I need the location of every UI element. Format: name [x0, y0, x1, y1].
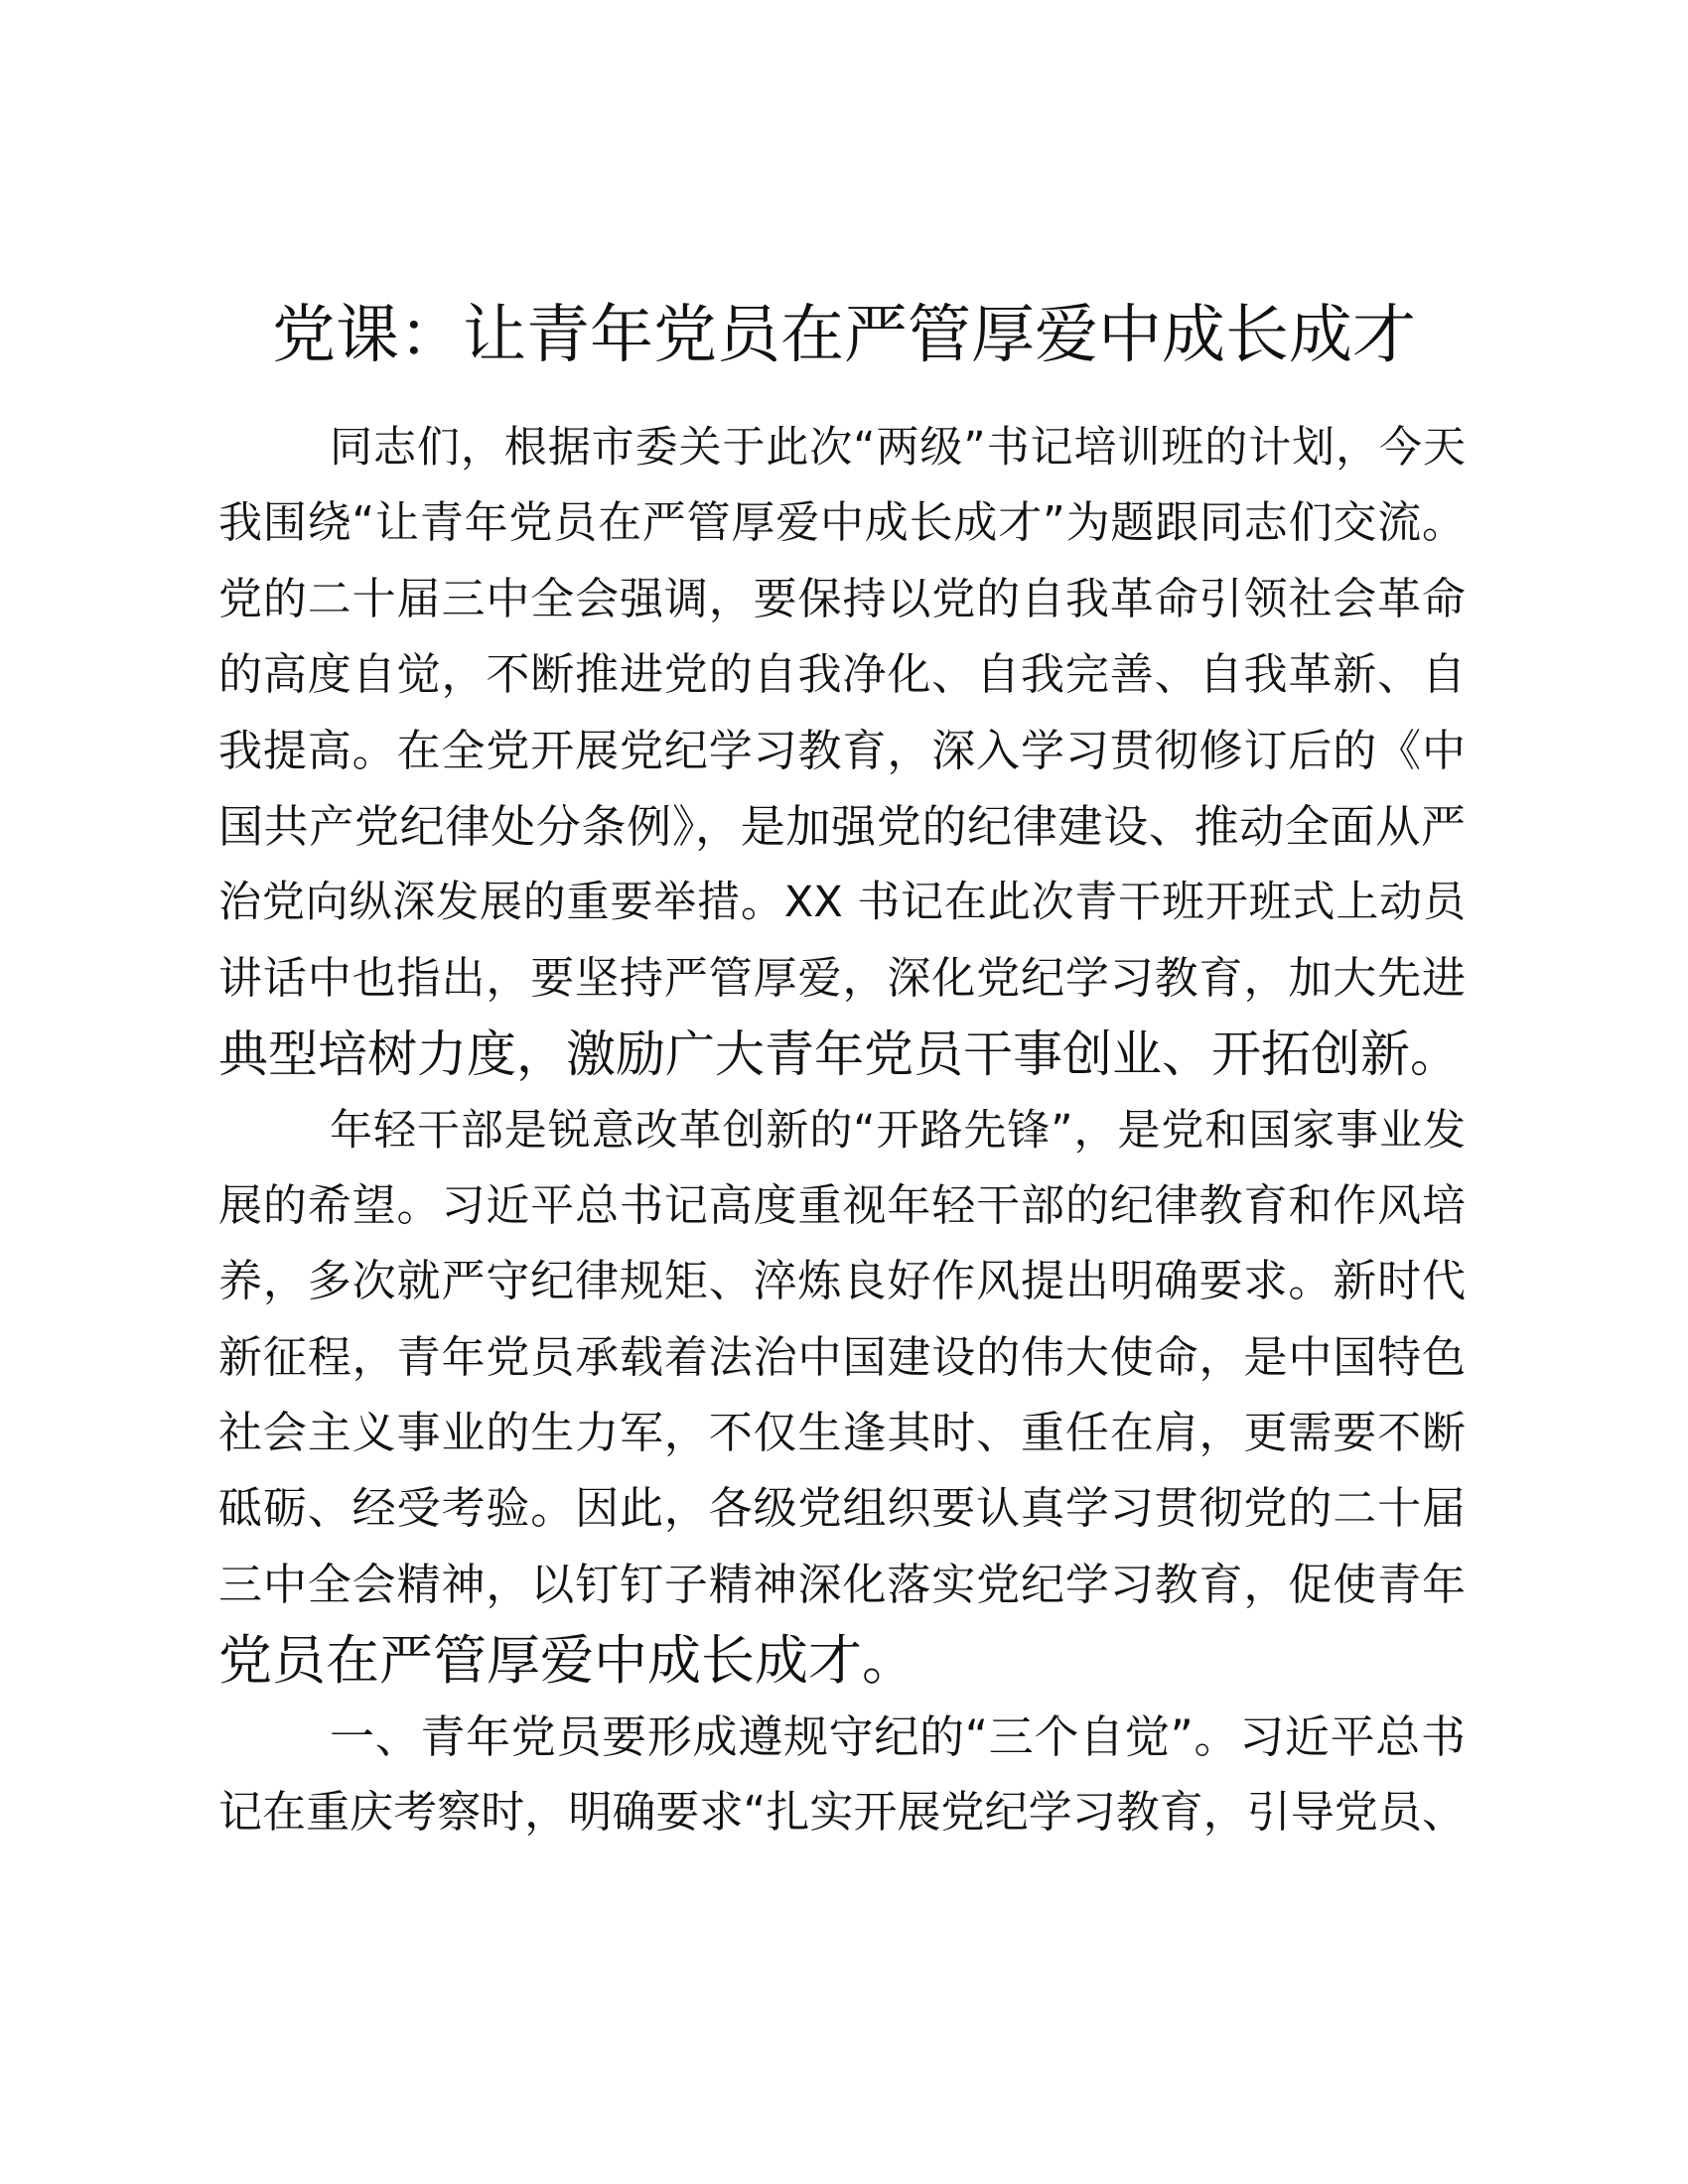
text-line: 我围绕“让青年党员在严管厚爱中成长成才”为题跟同志们交流。 [218, 497, 1466, 549]
text-line: 同志们，根据市委关于此次“两级”书记培训班的计划，今天 [330, 423, 1466, 473]
paragraph-intro [218, 410, 1466, 1093]
text-line: 年轻干部是锐意改革创新的“开路先锋”，是党和国家事业发 [330, 1105, 1466, 1156]
paragraph-section-one [218, 1700, 1466, 1851]
text-line: 三中全会精神，以钉钉子精神深化落实党纪学习教育，促使青年 [218, 1559, 1466, 1610]
text-line: 典型培树力度，激励广大青年党员干事创业、开拓创新。 [218, 1025, 1460, 1084]
text-line: 国共产党纪律处分条例》，是加强党的纪律建设、推动全面从严 [218, 799, 1466, 853]
document-body [218, 410, 1466, 1850]
document-title: 党课：让青年党员在严管厚爱中成长成才 [272, 299, 1416, 372]
text-line: 讲话中也指出，要坚持严管厚爱，深化党纪学习教育，加大先进 [218, 952, 1466, 1004]
paragraph-young-cadres [218, 1093, 1466, 1700]
text-line: 党员在严管厚爱中成长成才。 [218, 1629, 915, 1693]
text-line: 我提高。在全党开展党纪学习教育，深入学习贯彻修订后的《中 [218, 725, 1466, 776]
text-line: 治党向纵深发展的重要举措。XX 书记在此次青干班开班式上动员 [218, 878, 1466, 928]
text-line: 养，多次就严守纪律规矩、淬炼良好作风提出明确要求。新时代 [218, 1256, 1466, 1307]
text-line: 的高度自觉，不断推进党的自我净化、自我完善、自我革新、自 [218, 649, 1466, 701]
text-line: 一、青年党员要形成遵规守纪的“三个自觉”。习近平总书 [330, 1709, 1466, 1763]
text-line: 记在重庆考察时，明确要求“扎实开展党纪学习教育，引导党员、 [218, 1787, 1466, 1839]
text-line: 新征程，青年党员承载着法治中国建设的伟大使命，是中国特色 [218, 1331, 1466, 1383]
text-line: 党的二十届三中全会强调，要保持以党的自我革命引领社会革命 [218, 573, 1466, 624]
text-line: 社会主义事业的生力军，不仅生逢其时、重任在肩，更需要不断 [218, 1408, 1466, 1459]
text-line: 砥砺、经受考验。因此，各级党组织要认真学习贯彻党的二十届 [218, 1483, 1466, 1535]
text-line: 展的希望。习近平总书记高度重视年轻干部的纪律教育和作风培 [218, 1179, 1466, 1231]
